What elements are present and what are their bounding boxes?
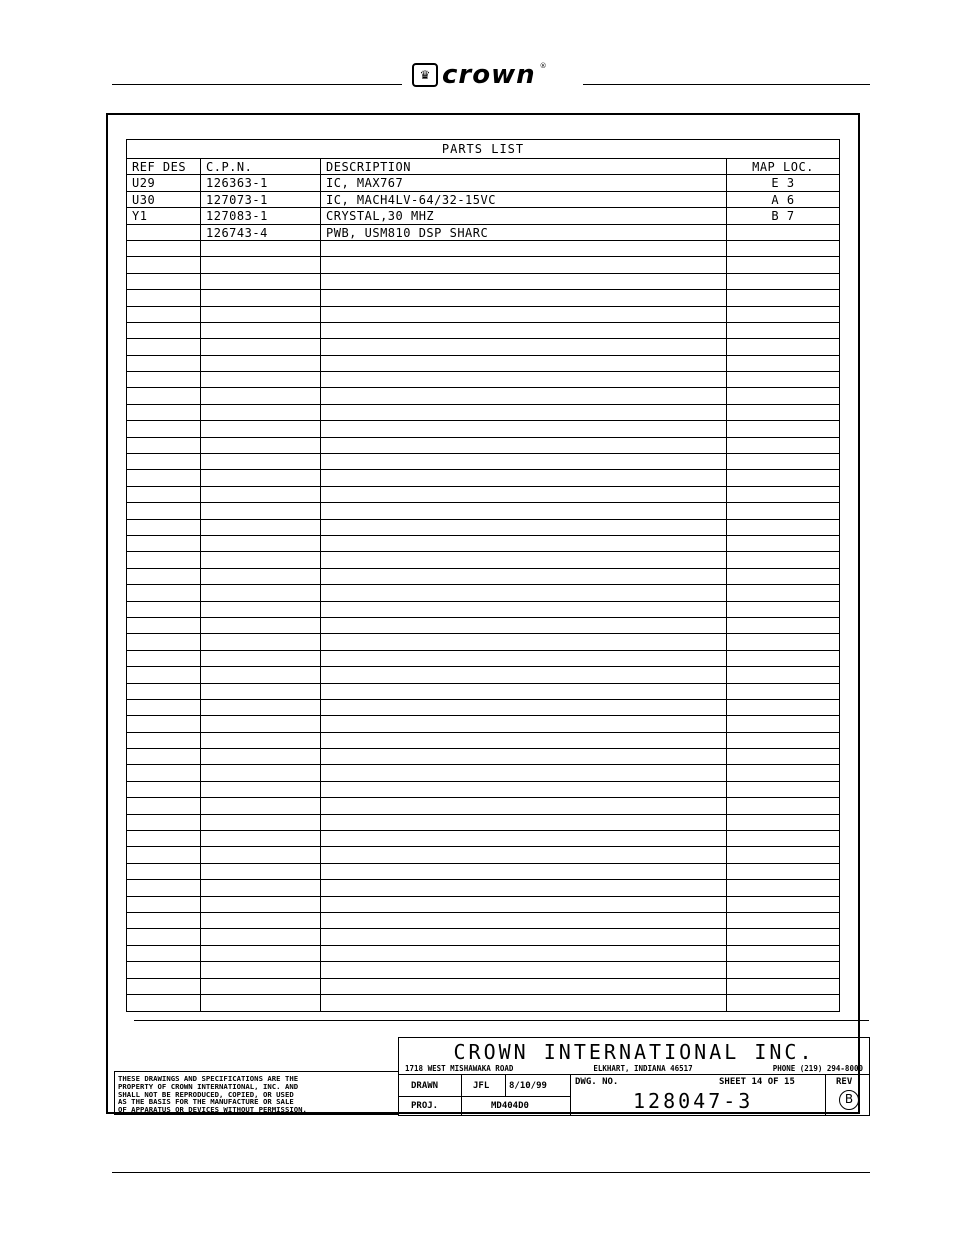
empty-cell (201, 307, 321, 322)
table-row (127, 995, 839, 1011)
empty-cell (321, 929, 727, 944)
empty-cell (201, 274, 321, 289)
empty-cell (727, 257, 839, 272)
empty-cell (127, 684, 201, 699)
empty-cell (727, 667, 839, 682)
revision-letter: B (839, 1090, 859, 1110)
table-row (127, 913, 839, 929)
empty-cell (127, 520, 201, 535)
empty-cell (127, 241, 201, 256)
empty-cell (321, 421, 727, 436)
city-state-zip: ELKHART, INDIANA 46517 (593, 1064, 693, 1073)
map-loc-cell: B 7 (771, 209, 795, 224)
frame-divider (134, 1020, 869, 1021)
empty-cell (201, 618, 321, 633)
parts-list-table (126, 139, 840, 1012)
table-row (127, 192, 839, 208)
table-row (127, 290, 839, 306)
empty-cell (727, 733, 839, 748)
empty-cell (201, 700, 321, 715)
drawing-number: 128047-3 (633, 1089, 754, 1113)
table-row (127, 700, 839, 716)
empty-cell (127, 552, 201, 567)
empty-cell (127, 765, 201, 780)
table-row (127, 749, 839, 765)
empty-cell (201, 520, 321, 535)
empty-cell (727, 356, 839, 371)
empty-cell (201, 536, 321, 551)
empty-cell (321, 602, 727, 617)
table-row (127, 733, 839, 749)
table-row (127, 684, 839, 700)
empty-cell (201, 946, 321, 961)
empty-cell (201, 602, 321, 617)
table-row (127, 520, 839, 536)
empty-cell (201, 913, 321, 928)
empty-cell (321, 487, 727, 502)
table-row (127, 487, 839, 503)
empty-cell (127, 274, 201, 289)
empty-cell (727, 323, 839, 338)
title-block (114, 1037, 870, 1116)
header-rule-right (583, 84, 870, 85)
empty-cell (201, 470, 321, 485)
empty-cell (321, 307, 727, 322)
empty-cell (201, 487, 321, 502)
empty-cell (127, 929, 201, 944)
empty-cell (321, 651, 727, 666)
empty-cell (727, 700, 839, 715)
table-row (127, 503, 839, 519)
empty-cell (727, 979, 839, 994)
empty-cell (321, 979, 727, 994)
empty-cell (321, 274, 727, 289)
empty-cell (201, 733, 321, 748)
table-row (127, 372, 839, 388)
table-row (127, 782, 839, 798)
empty-cell (727, 274, 839, 289)
empty-cell (727, 454, 839, 469)
empty-cell (321, 552, 727, 567)
empty-cell (127, 913, 201, 928)
empty-cell (127, 962, 201, 977)
empty-cell (201, 684, 321, 699)
description-cell: PWB, USM810 DSP SHARC (321, 225, 727, 240)
empty-cell (201, 634, 321, 649)
empty-cell (201, 667, 321, 682)
table-row (127, 241, 839, 257)
empty-cell (321, 782, 727, 797)
empty-cell (127, 618, 201, 633)
empty-cell (321, 684, 727, 699)
company-name: CROWN INTERNATIONAL INC. (453, 1040, 815, 1064)
empty-cell (727, 929, 839, 944)
proj-label: PROJ. (411, 1101, 439, 1111)
empty-cell (127, 503, 201, 518)
table-row (127, 339, 839, 355)
empty-cell (201, 585, 321, 600)
empty-cell (201, 815, 321, 830)
empty-cell (727, 651, 839, 666)
table-row (127, 962, 839, 978)
table-row (127, 815, 839, 831)
map-loc-cell (727, 225, 839, 240)
empty-cell (321, 864, 727, 879)
project-number: MD404D0 (491, 1101, 529, 1111)
empty-cell (127, 257, 201, 272)
empty-cell (201, 405, 321, 420)
phone-number: PHONE (219) 294-8000 (772, 1064, 863, 1073)
empty-cell (321, 257, 727, 272)
empty-cell (127, 782, 201, 797)
table-row (127, 552, 839, 568)
table-row (127, 929, 839, 945)
empty-cell (727, 946, 839, 961)
column-header-ref-des: REF DES (127, 159, 201, 174)
map-loc-cell: A 6 (771, 192, 795, 207)
cell-divider (461, 1074, 462, 1116)
empty-cell (321, 569, 727, 584)
table-row (127, 470, 839, 486)
empty-cell (727, 765, 839, 780)
empty-cell (727, 339, 839, 354)
empty-cell (321, 880, 727, 895)
empty-cell (321, 946, 727, 961)
empty-cell (321, 454, 727, 469)
empty-cell (201, 995, 321, 1011)
empty-cell (127, 831, 201, 846)
empty-cell (321, 503, 727, 518)
table-row (127, 946, 839, 962)
empty-cell (201, 897, 321, 912)
logo-wordmark: crown (442, 60, 536, 90)
empty-cell (727, 536, 839, 551)
empty-cell (201, 716, 321, 731)
empty-cell (201, 339, 321, 354)
empty-cell (321, 749, 727, 764)
empty-cell (727, 962, 839, 977)
empty-cell (127, 897, 201, 912)
table-row (127, 356, 839, 372)
map-loc-cell: E 3 (771, 176, 795, 191)
empty-cell (201, 831, 321, 846)
empty-cell (321, 995, 727, 1011)
empty-cell (727, 798, 839, 813)
empty-cell (727, 421, 839, 436)
empty-cell (321, 405, 727, 420)
empty-cell (127, 421, 201, 436)
empty-cell (321, 618, 727, 633)
cpn-cell: 127083-1 (201, 208, 321, 223)
drawn-by: JFL (473, 1081, 490, 1091)
empty-cell (127, 569, 201, 584)
empty-cell (201, 552, 321, 567)
table-row (127, 716, 839, 732)
empty-cell (321, 634, 727, 649)
empty-cell (127, 667, 201, 682)
empty-cell (201, 503, 321, 518)
empty-cell (727, 634, 839, 649)
empty-cell (127, 388, 201, 403)
header-rule-left (112, 84, 402, 85)
empty-cell (727, 815, 839, 830)
empty-cell (727, 716, 839, 731)
empty-cell (727, 520, 839, 535)
empty-cell (127, 815, 201, 830)
empty-cell (201, 241, 321, 256)
column-header-map-loc: MAP LOC. (752, 160, 814, 174)
empty-cell (321, 913, 727, 928)
table-row (127, 798, 839, 814)
empty-cell (321, 388, 727, 403)
proprietary-notice: THESE DRAWINGS AND SPECIFICATIONS ARE THE PROPERTY OF CROWN INTERNATIONAL, INC. AND SHALL NOT BE REPRODUCED, COPIED, OR USED AS THE BASIS FOR THE MANUFACTURE OR SALE OF APPARATUS OR DEVICES WITHOUT PERMISSION. (114, 1071, 398, 1115)
cpn-cell: 126363-1 (201, 175, 321, 190)
empty-cell (727, 388, 839, 403)
empty-cell (201, 929, 321, 944)
table-row (127, 667, 839, 683)
empty-cell (727, 684, 839, 699)
rev-label: REV (836, 1077, 853, 1087)
empty-cell (201, 798, 321, 813)
column-header-cpn: C.P.N. (201, 159, 321, 174)
empty-cell (127, 438, 201, 453)
ref-des-cell: Y1 (127, 208, 201, 223)
empty-cell (727, 487, 839, 502)
empty-cell (127, 585, 201, 600)
empty-cell (321, 962, 727, 977)
dwg-no-label: DWG. NO. (575, 1077, 619, 1087)
cell-divider (825, 1074, 826, 1116)
table-row (127, 175, 839, 191)
empty-cell (321, 831, 727, 846)
table-row (127, 831, 839, 847)
empty-cell (321, 667, 727, 682)
table-row (127, 208, 839, 224)
empty-cell (727, 438, 839, 453)
empty-cell (201, 290, 321, 305)
empty-cell (727, 749, 839, 764)
empty-cell (727, 897, 839, 912)
empty-cell (201, 979, 321, 994)
empty-cell (727, 602, 839, 617)
empty-cell (127, 405, 201, 420)
empty-cell (127, 749, 201, 764)
empty-cell (321, 323, 727, 338)
drawn-date: 8/10/99 (509, 1081, 547, 1091)
empty-cell (727, 913, 839, 928)
empty-cell (321, 372, 727, 387)
empty-cell (127, 979, 201, 994)
empty-cell (127, 290, 201, 305)
empty-cell (727, 405, 839, 420)
empty-cell (127, 798, 201, 813)
empty-cell (321, 847, 727, 862)
empty-cell (127, 847, 201, 862)
empty-cell (127, 372, 201, 387)
table-row (127, 257, 839, 273)
empty-cell (201, 421, 321, 436)
parts-list-rows (127, 159, 839, 1011)
description-cell: IC, MACH4LV-64/32-15VC (321, 192, 727, 207)
description-cell: CRYSTAL,30 MHZ (321, 208, 727, 223)
empty-cell (727, 290, 839, 305)
table-row (127, 585, 839, 601)
ref-des-cell (127, 225, 201, 240)
empty-cell (727, 569, 839, 584)
table-row (127, 421, 839, 437)
address-divider (399, 1074, 869, 1075)
table-row (127, 618, 839, 634)
table-row (127, 225, 839, 241)
empty-cell (201, 962, 321, 977)
empty-cell (727, 372, 839, 387)
empty-cell (127, 716, 201, 731)
empty-cell (321, 716, 727, 731)
table-row (127, 536, 839, 552)
empty-cell (321, 356, 727, 371)
empty-cell (201, 847, 321, 862)
drawn-label: DRAWN (411, 1081, 439, 1091)
empty-cell (127, 946, 201, 961)
empty-cell (321, 520, 727, 535)
registered-mark: ® (539, 62, 547, 70)
empty-cell (127, 339, 201, 354)
empty-cell (321, 733, 727, 748)
table-row (127, 405, 839, 421)
empty-cell (127, 356, 201, 371)
empty-cell (727, 307, 839, 322)
cpn-cell: 127073-1 (201, 192, 321, 207)
empty-cell (727, 847, 839, 862)
ref-des-cell: U29 (127, 175, 201, 190)
empty-cell (727, 782, 839, 797)
empty-cell (321, 470, 727, 485)
empty-cell (727, 241, 839, 256)
empty-cell (201, 749, 321, 764)
empty-cell (127, 700, 201, 715)
column-header-description: DESCRIPTION (321, 159, 727, 174)
empty-cell (201, 323, 321, 338)
ref-des-cell: U30 (127, 192, 201, 207)
table-row (127, 569, 839, 585)
sheet-number: SHEET 14 OF 15 (719, 1077, 795, 1087)
empty-cell (201, 569, 321, 584)
cpn-cell: 126743-4 (201, 225, 321, 240)
empty-cell (727, 585, 839, 600)
street-address: 1718 WEST MISHAWAKA ROAD (405, 1064, 514, 1073)
empty-cell (127, 880, 201, 895)
table-row (127, 634, 839, 650)
description-cell: IC, MAX767 (321, 175, 727, 190)
empty-cell (727, 880, 839, 895)
table-row (127, 323, 839, 339)
empty-cell (127, 634, 201, 649)
empty-cell (321, 765, 727, 780)
table-row (127, 388, 839, 404)
empty-cell (201, 257, 321, 272)
empty-cell (321, 339, 727, 354)
empty-cell (201, 356, 321, 371)
empty-cell (127, 307, 201, 322)
empty-cell (201, 388, 321, 403)
empty-cell (321, 241, 727, 256)
empty-cell (201, 454, 321, 469)
empty-cell (127, 651, 201, 666)
table-row (127, 602, 839, 618)
empty-cell (127, 487, 201, 502)
empty-cell (201, 372, 321, 387)
empty-cell (321, 897, 727, 912)
cell-divider (570, 1074, 571, 1116)
empty-cell (727, 470, 839, 485)
table-row (127, 454, 839, 470)
table-row (127, 438, 839, 454)
empty-cell (321, 438, 727, 453)
table-row (127, 864, 839, 880)
empty-cell (201, 765, 321, 780)
crown-logo (412, 60, 547, 90)
table-row (127, 307, 839, 323)
empty-cell (201, 438, 321, 453)
empty-cell (127, 454, 201, 469)
empty-cell (127, 864, 201, 879)
company-box (398, 1037, 870, 1116)
empty-cell (321, 536, 727, 551)
empty-cell (321, 798, 727, 813)
footer-rule (112, 1172, 870, 1173)
empty-cell (321, 290, 727, 305)
empty-cell (727, 618, 839, 633)
table-row (127, 274, 839, 290)
empty-cell (127, 602, 201, 617)
empty-cell (727, 503, 839, 518)
empty-cell (727, 864, 839, 879)
parts-list-title: PARTS LIST (127, 140, 839, 159)
empty-cell (127, 733, 201, 748)
table-row (127, 651, 839, 667)
empty-cell (201, 651, 321, 666)
empty-cell (201, 782, 321, 797)
table-row (127, 979, 839, 995)
table-row (127, 847, 839, 863)
empty-cell (321, 700, 727, 715)
crown-icon: ♛ (412, 63, 438, 87)
empty-cell (321, 815, 727, 830)
empty-cell (201, 880, 321, 895)
table-row (127, 765, 839, 781)
empty-cell (727, 552, 839, 567)
empty-cell (127, 470, 201, 485)
empty-cell (127, 323, 201, 338)
table-row (127, 897, 839, 913)
table-header-row (127, 159, 839, 175)
empty-cell (321, 585, 727, 600)
empty-cell (727, 995, 839, 1011)
table-row (127, 880, 839, 896)
cell-divider (505, 1074, 506, 1096)
empty-cell (127, 995, 201, 1011)
empty-cell (727, 831, 839, 846)
empty-cell (127, 536, 201, 551)
empty-cell (201, 864, 321, 879)
